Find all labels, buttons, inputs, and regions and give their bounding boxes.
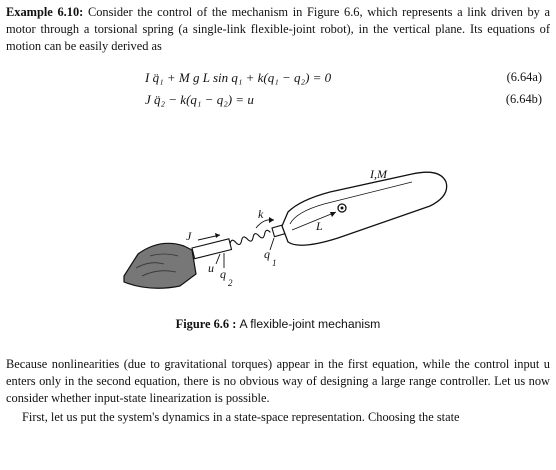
- example-text: Consider the control of the mechanism in Figure 6.6, which represents a link driven by a motor through a torsional spring (a single-link flexible-joint robot), in the vertical plane. Its equations of motion can be easily derived as: [6, 5, 550, 53]
- q1-label: q: [264, 247, 270, 261]
- center-of-mass-dot: [341, 207, 344, 210]
- link-inertia-mass-label: I,M: [370, 168, 387, 181]
- body-paragraph-1: Because nonlinearities (due to gravitational torques) appear in the first equation, while the control input u enters only in the second equation, there is no obvious way of designing a large range controller. Let us now consider whether input-state linearization is possible.: [6, 357, 550, 405]
- example-paragraph: [6, 4, 550, 55]
- motor-arrow-head: [215, 233, 220, 238]
- q1-tick: [270, 238, 274, 250]
- flexible-joint-figure: [120, 168, 450, 303]
- figure-caption: [0, 317, 556, 332]
- motor-inertia-label: J: [186, 229, 192, 243]
- motor-shaft: [192, 239, 232, 259]
- spring-constant-label: k: [258, 207, 264, 221]
- figure-caption-label: Figure 6.6 :: [175, 317, 237, 331]
- equation-expression: I q̈₁ + M g L sin q₁ + k(q₁ − q₂) = 0: [145, 70, 332, 85]
- example-label: Example 6.10:: [6, 5, 84, 19]
- equation-number: (6.64b): [505, 92, 542, 106]
- input-tick: [216, 254, 220, 264]
- q1-subscript: 1: [272, 258, 277, 268]
- figure-caption-text: A flexible-joint mechanism: [239, 317, 381, 331]
- equation-expression: J q̈₂ − k(q₁ − q₂) = u: [145, 92, 254, 107]
- input-label: u: [208, 261, 214, 275]
- q2-label: q: [220, 267, 226, 281]
- motor-base: [124, 243, 196, 288]
- q2-subscript: 2: [228, 278, 233, 288]
- length-label: L: [316, 219, 323, 233]
- body-paragraph-2: First, let us put the system's dynamics in a state-space representation. Choosing the state: [22, 410, 460, 424]
- flexible-joint-diagram: [120, 168, 450, 303]
- torsional-spring: [229, 230, 271, 247]
- equation-6-64b: [0, 92, 556, 110]
- link-body: [282, 172, 447, 245]
- spring-torque-arrow-head: [269, 217, 274, 223]
- equation-6-64a: [0, 70, 556, 88]
- equation-number: (6.64a): [506, 70, 542, 84]
